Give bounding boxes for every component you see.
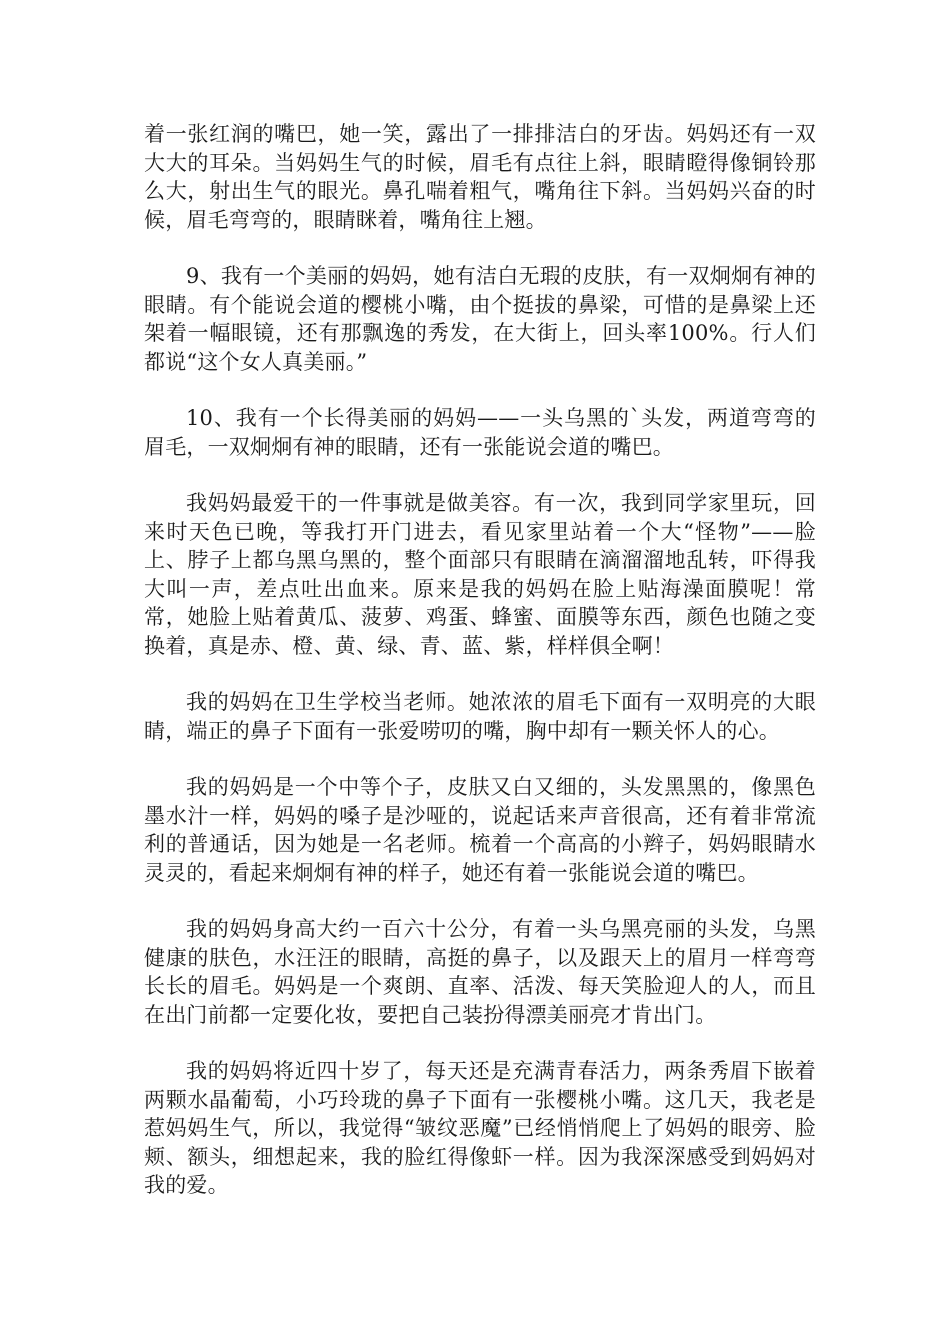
paragraph-2: 9、我有一个美丽的妈妈，她有洁白无瑕的皮肤，有一双炯炯有神的眼睛。有个能说会道的樱桃小嘴，由个挺拔的鼻梁，可惜的是鼻梁上还架着一幅眼镜，还有那飘逸的秀发，在大街上，回头率100%。行人们都说“这个女人真美丽。”	[144, 264, 816, 374]
paragraph-3: 10、我有一个长得美丽的妈妈——一头乌黑的`头发，两道弯弯的眉毛，一双炯炯有神的眼睛，还有一张能说会道的嘴巴。	[144, 406, 816, 459]
paragraph-6: 我的妈妈是一个中等个子，皮肤又白又细的，头发黑黑的，像黑色墨水汁一样，妈妈的嗓子是沙哑的，说起话来声音很高，还有着非常流利的普通话，因为她是一名老师。梳着一个高高的小辫子，妈妈眼睛水灵灵的，看起来炯炯有神的样子，她还有着一张能说会道的嘴巴。	[144, 775, 816, 885]
paragraph-1: 着一张红润的嘴巴，她一笑，露出了一排排洁白的牙齿。妈妈还有一双大大的耳朵。当妈妈生气的时候，眉毛有点往上斜，眼睛瞪得像铜铃那么大，射出生气的眼光。鼻孔喘着粗气，嘴角往下斜。当妈妈兴奋的时候，眉毛弯弯的，眼睛眯着，嘴角往上翘。	[144, 122, 816, 232]
document-body	[144, 120, 816, 1228]
paragraph-4: 我妈妈最爱干的一件事就是做美容。有一次，我到同学家里玩，回来时天色已晚，等我打开门进去，看见家里站着一个大“怪物”——脸上、脖子上都乌黑乌黑的，整个面部只有眼睛在滴溜溜地乱转，吓得我大叫一声，差点吐出血来。原来是我的妈妈在脸上贴海澡面膜呢！常常，她脸上贴着黄瓜、菠萝、鸡蛋、蜂蜜、面膜等东西，颜色也随之变换着，真是赤、橙、黄、绿、青、蓝、紫，样样俱全啊！	[144, 491, 816, 658]
paragraph-8: 我的妈妈将近四十岁了，每天还是充满青春活力，两条秀眉下嵌着两颗水晶葡萄，小巧玲珑的鼻子下面有一张樱桃小嘴。这几天，我老是惹妈妈生气，所以，我觉得“皱纹恶魔”已经悄悄爬上了妈妈的眼旁、脸颊、额头，细想起来，我的脸红得像虾一样。因为我深深感受到妈妈对我的爱。	[144, 1059, 816, 1197]
paragraph-7: 我的妈妈身高大约一百六十公分，有着一头乌黑亮丽的头发，乌黑健康的肤色，水汪汪的眼睛，高挺的鼻子，以及跟天上的眉月一样弯弯长长的眉毛。妈妈是一个爽朗、直率、活泼、每天笑脸迎人的人，而且在出门前都一定要化妆，要把自己装扮得漂美丽亮才肯出门。	[144, 917, 816, 1027]
paragraph-5: 我的妈妈在卫生学校当老师。她浓浓的眉毛下面有一双明亮的大眼睛，端正的鼻子下面有一张爱唠叨的嘴，胸中却有一颗关怀人的心。	[144, 690, 816, 743]
